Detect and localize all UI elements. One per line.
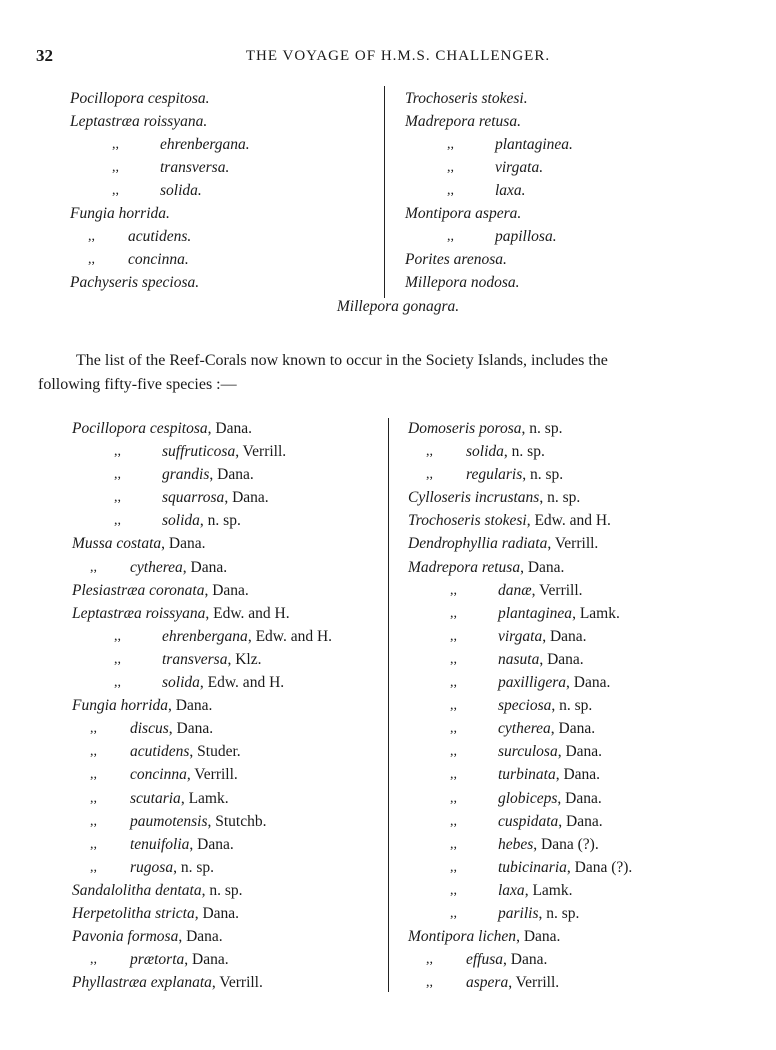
species-authority: , Dana. xyxy=(189,835,234,853)
species-name: discus xyxy=(130,720,169,738)
species-authority: , Dana. xyxy=(224,489,269,507)
ditto-mark: ,, xyxy=(114,490,121,506)
intro-paragraph xyxy=(38,349,738,397)
ditto-mark: ,, xyxy=(426,444,433,460)
ditto-mark: ,, xyxy=(447,183,454,198)
species-name: Domoseris porosa xyxy=(408,420,522,437)
species-authority: , Dana. xyxy=(209,466,254,484)
ditto-mark: ,, xyxy=(426,952,433,968)
species-name: turbinata xyxy=(498,766,556,784)
species-authority: , n. sp. xyxy=(522,466,564,484)
ditto-mark: ,, xyxy=(90,790,97,806)
ditto-mark: ,, xyxy=(450,628,457,644)
species-name: rugosa xyxy=(130,858,174,876)
ditto-mark: ,, xyxy=(450,767,457,783)
species-name: Sandalolitha dentata xyxy=(72,881,202,899)
species-name: Phyllastræa explanata xyxy=(72,974,212,992)
ditto-mark: ,, xyxy=(90,836,97,852)
species-authority: , n. sp. xyxy=(539,489,581,507)
species-name: Porites arenosa. xyxy=(405,251,507,268)
species-name: effusa xyxy=(466,951,504,969)
species-authority: , Verrill. xyxy=(508,974,560,992)
ditto-mark: ,, xyxy=(450,605,457,621)
species-name: grandis xyxy=(162,466,210,484)
species-authority: , Verrill. xyxy=(531,581,583,599)
ditto-mark: ,, xyxy=(90,559,97,575)
ditto-mark: ,, xyxy=(88,229,95,244)
ditto-mark: ,, xyxy=(426,975,433,991)
species-authority: , Verrill. xyxy=(547,535,599,553)
running-title: THE VOYAGE OF H.M.S. CHALLENGER. xyxy=(245,48,551,64)
species-name: Dendrophyllia radiata xyxy=(408,535,548,553)
species-name: transversa. xyxy=(160,159,230,176)
species-name: Montipora aspera. xyxy=(405,205,522,222)
species-name: concinna xyxy=(130,766,187,784)
species-name: virgata xyxy=(498,627,543,645)
ditto-mark: ,, xyxy=(450,698,457,714)
species-name: laxa xyxy=(498,881,525,899)
species-authority: , Dana. xyxy=(516,928,561,946)
species-authority: , Dana. xyxy=(168,697,213,715)
ditto-mark: ,, xyxy=(450,675,457,691)
species-authority: , Klz. xyxy=(227,650,262,668)
ditto-mark: ,, xyxy=(88,252,95,267)
ditto-mark: ,, xyxy=(114,513,121,529)
species-name: concinna. xyxy=(128,251,189,268)
ditto-mark: ,, xyxy=(450,721,457,737)
species-name: paumotensis xyxy=(130,812,208,830)
species-authority: , n. sp. xyxy=(538,904,580,922)
species-name: speciosa xyxy=(498,697,552,715)
species-authority: , Dana. xyxy=(557,789,602,807)
species-name: prætorta xyxy=(130,951,185,969)
species-authority: , n. sp. xyxy=(201,881,243,899)
species-name: acutidens xyxy=(130,743,190,761)
species-name: parilis xyxy=(498,904,539,922)
species-name: Madrepora retusa. xyxy=(405,113,521,130)
ditto-mark: ,, xyxy=(450,582,457,598)
species-name: cuspidata xyxy=(498,812,559,830)
ditto-mark: ,, xyxy=(450,882,457,898)
species-authority: , Dana. xyxy=(178,928,223,946)
species-name: solida. xyxy=(160,182,202,199)
species-name: cytherea xyxy=(130,558,183,576)
species-name: virgata. xyxy=(495,159,544,176)
species-authority: , Lamk. xyxy=(524,881,573,899)
species-name: Leptastræa roissyana. xyxy=(70,113,208,130)
species-name: squarrosa xyxy=(162,489,225,507)
species-authority: , Dana. xyxy=(539,650,584,668)
ditto-mark: ,, xyxy=(90,744,97,760)
species-name: tubicinaria xyxy=(498,858,567,876)
species-authority: , Studer. xyxy=(189,743,241,761)
ditto-mark: ,, xyxy=(426,467,433,483)
species-name: Leptastræa roissyana xyxy=(72,604,206,622)
species-authority: , Dana (?). xyxy=(566,858,633,876)
ditto-mark: ,, xyxy=(90,767,97,783)
species-authority: , Edw. and H. xyxy=(199,674,285,692)
species-authority: , Dana (?). xyxy=(533,835,599,853)
ditto-mark: ,, xyxy=(112,137,119,152)
species-name: hebes xyxy=(498,835,534,853)
ditto-mark: ,, xyxy=(450,905,457,921)
species-name: solida xyxy=(162,512,200,530)
page-number: 32 xyxy=(36,46,53,65)
species-authority: , Dana. xyxy=(503,951,548,969)
species-name: plantaginea. xyxy=(495,136,573,153)
species-authority: , Dana. xyxy=(557,743,603,761)
species-authority: , Dana. xyxy=(542,627,587,645)
species-authority: , n. sp. xyxy=(551,697,593,715)
ditto-mark: ,, xyxy=(90,859,97,875)
species-authority: , Edw. and H. xyxy=(247,627,333,645)
ditto-mark: ,, xyxy=(90,952,97,968)
species-name: Fungia horrida. xyxy=(70,205,170,222)
species-name: Cylloseris incrustans xyxy=(408,489,540,507)
ditto-mark: ,, xyxy=(450,859,457,875)
ditto-mark: ,, xyxy=(114,444,121,460)
species-authority: , n. sp. xyxy=(173,858,214,876)
table2-column-divider xyxy=(388,418,389,992)
ditto-mark: ,, xyxy=(450,744,457,760)
species-name: Plesiastræa coronata xyxy=(72,581,205,599)
species-authority: , Lamk. xyxy=(180,789,229,807)
species-name: Madrepora retusa xyxy=(408,558,521,576)
ditto-mark: ,, xyxy=(450,813,457,829)
species-authority: , Verrill. xyxy=(186,766,238,784)
species-authority: , Dana. xyxy=(550,720,596,738)
ditto-mark: ,, xyxy=(112,183,119,198)
species-name: tenuifolia xyxy=(130,835,190,853)
table1-centered-entry: Millepora gonagra. xyxy=(336,298,460,315)
species-authority: , n. sp. xyxy=(199,512,241,530)
species-authority: , Dana. xyxy=(182,558,228,576)
ditto-mark: ,, xyxy=(450,790,457,806)
species-name: Herpetolitha stricta xyxy=(72,904,195,922)
ditto-mark: ,, xyxy=(447,137,454,152)
ditto-mark: ,, xyxy=(114,628,121,644)
species-name: Mussa costata xyxy=(72,535,162,553)
ditto-mark: ,, xyxy=(90,813,97,829)
ditto-mark: ,, xyxy=(114,675,121,691)
species-authority: , Dana. xyxy=(207,420,252,437)
species-name: plantaginea xyxy=(498,604,573,622)
ditto-mark: ,, xyxy=(90,721,97,737)
species-authority: , Dana. xyxy=(184,951,229,969)
ditto-mark: ,, xyxy=(114,651,121,667)
species-name: surculosa xyxy=(498,743,558,761)
table1-column-divider xyxy=(384,86,385,298)
species-authority: , Edw. and H. xyxy=(526,512,611,530)
species-name: Montipora lichen xyxy=(408,928,517,946)
species-authority: , Dana. xyxy=(555,766,601,784)
species-name: Pocillopora cespitosa. xyxy=(70,90,210,107)
species-name: Pachyseris speciosa. xyxy=(70,274,200,291)
ditto-mark: ,, xyxy=(450,836,457,852)
ditto-mark: ,, xyxy=(450,651,457,667)
species-name: acutidens. xyxy=(128,228,192,245)
species-name: danæ xyxy=(498,581,532,599)
species-authority: , Dana. xyxy=(168,720,214,738)
species-name: Fungia horrida xyxy=(72,697,169,715)
species-name: ehrenbergana. xyxy=(160,136,250,153)
species-name: papillosa. xyxy=(495,228,557,245)
species-authority: , Edw. and H. xyxy=(205,604,290,622)
species-name: Trochoseris stokesi. xyxy=(405,90,528,107)
species-name: scutaria xyxy=(130,789,181,807)
ditto-mark: ,, xyxy=(447,229,454,244)
species-authority: , n. sp. xyxy=(503,443,545,461)
paragraph-line-1: The list of the Reef-Corals now known to occur in the Society Islands, includes the xyxy=(76,352,608,369)
species-authority: , Verrill. xyxy=(211,974,263,992)
species-name: ehrenbergana xyxy=(162,627,248,645)
species-name: regularis xyxy=(466,466,523,484)
species-authority: , Dana. xyxy=(558,812,603,830)
species-authority: , Dana. xyxy=(194,904,240,922)
species-name: paxilligera xyxy=(498,674,567,692)
species-name: solida xyxy=(466,443,504,461)
species-name: aspera xyxy=(466,974,509,992)
species-name: suffruticosa xyxy=(162,443,236,461)
species-name: Trochoseris stokesi xyxy=(408,512,527,530)
species-name: transversa xyxy=(162,650,228,668)
species-name: Pavonia formosa xyxy=(72,928,179,946)
species-authority: , Stutchb. xyxy=(207,812,267,830)
species-authority: , Dana. xyxy=(161,535,206,553)
species-name: cytherea xyxy=(498,720,551,738)
species-authority: , Dana. xyxy=(520,558,565,576)
ditto-mark: ,, xyxy=(447,160,454,175)
ditto-mark: ,, xyxy=(114,467,121,483)
species-name: globiceps xyxy=(498,789,558,807)
species-authority: , Dana. xyxy=(204,581,249,599)
species-name: Pocillopora cespitosa xyxy=(72,420,208,437)
species-authority: , Verrill. xyxy=(235,443,287,461)
species-authority: , Dana. xyxy=(566,674,611,692)
species-name: nasuta xyxy=(498,650,540,668)
species-name: Millepora nodosa. xyxy=(405,274,520,291)
species-authority: , n. sp. xyxy=(521,420,563,437)
ditto-mark: ,, xyxy=(112,160,119,175)
paragraph-line-2: following fifty-five species :— xyxy=(38,376,237,393)
species-name: solida xyxy=(162,674,200,692)
species-authority: , Lamk. xyxy=(572,604,620,622)
species-name: laxa. xyxy=(495,182,526,199)
